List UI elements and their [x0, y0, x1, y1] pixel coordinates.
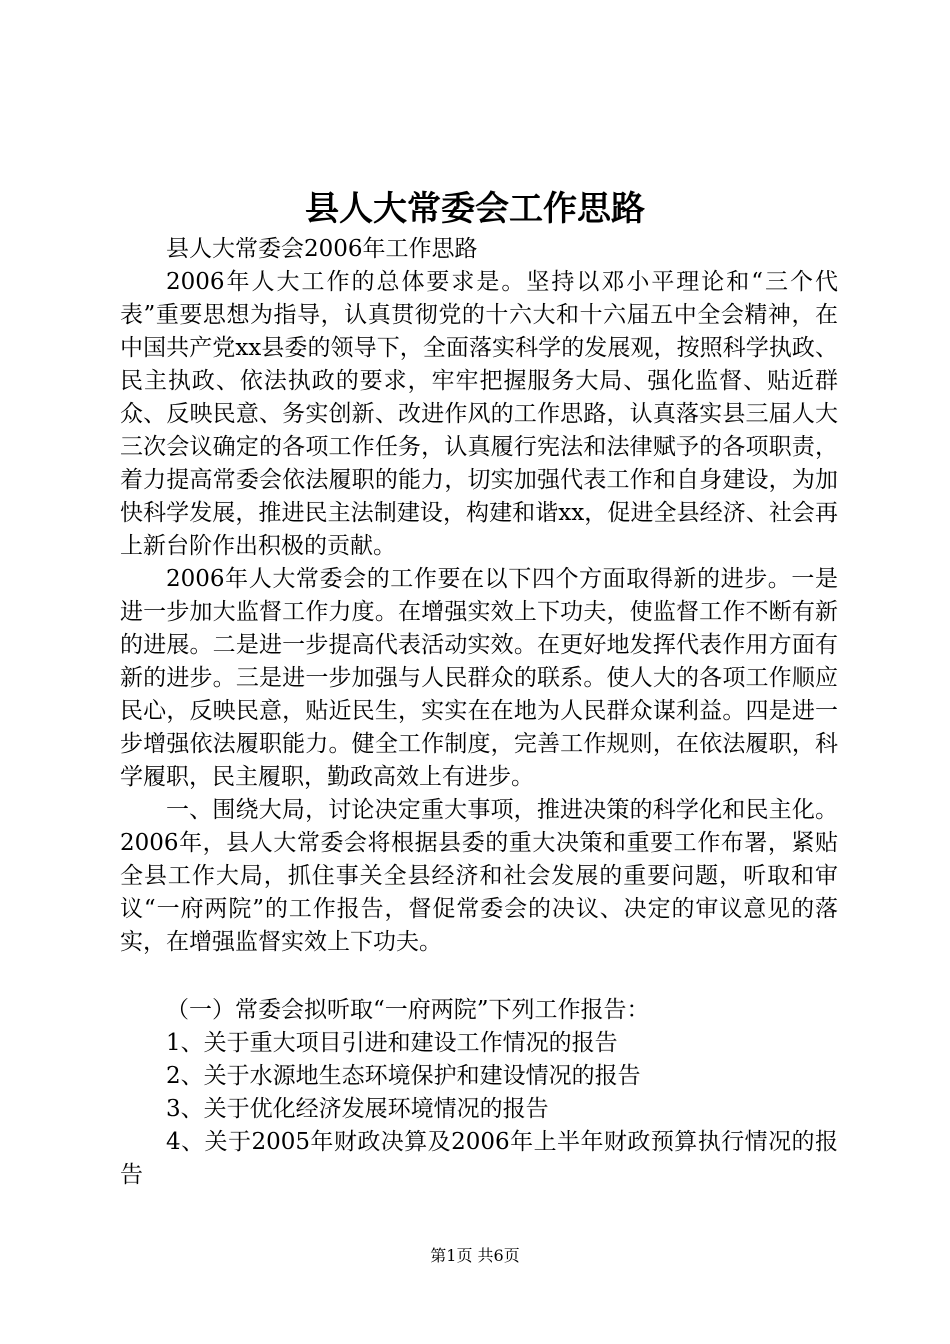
- section-heading: （一）常委会拟听取“一府两院”下列工作报告：: [166, 997, 650, 1023]
- paragraph: 2006年人大工作的总体要求是。坚持以邓小平理论和“三个代表”重要思想为指导，认真贯彻党的十六大和十六届五中全会精神，在中国共产党xx县委的领导下，全面落实科学的发展观，按照科学执政、民主执政、依法执政的要求，牢牢把握服务大局、强化监督、贴近群众、反映民意、务实创新、改进作风的工作思路，认真落实县三届人大三次会议确定的各项工作任务，认真履行宪法和法律赋予的各项职责，着力提高常委会依法履职的能力，切实加强代表工作和自身建设，为加快科学发展，推进民主法制建设，构建和谐xx，促进全县经济、社会再上新台阶作出积极的贡献。: [120, 269, 838, 559]
- list-item: 2、关于水源地生态环境保护和建设情况的报告: [166, 1063, 641, 1089]
- list-item: 1、关于重大项目引进和建设工作情况的报告: [166, 1030, 618, 1056]
- list-item: 3、关于优化经济发展环境情况的报告: [166, 1096, 549, 1122]
- document-subtitle: 县人大常委会2006年工作思路: [166, 236, 478, 262]
- page-footer: 第1页 共6页: [430, 1246, 520, 1265]
- list-item: 4、关于2005年财政决算及2006年上半年财政预算执行情况的报告: [120, 1129, 838, 1188]
- paragraph: 一、围绕大局，讨论决定重大事项，推进决策的科学化和民主化。2006年，县人大常委会将根据县委的重大决策和重要工作布署，紧贴全县工作大局，抓住事关全县经济和社会发展的重要问题，听取和审议“一府两院”的工作报告，督促常委会的决议、决定的审议意见的落实，在增强监督实效上下功夫。: [120, 797, 838, 955]
- document-body: [120, 233, 838, 1192]
- paragraph: 2006年人大常委会的工作要在以下四个方面取得新的进步。一是进一步加大监督工作力度。在增强实效上下功夫，使监督工作不断有新的进展。二是进一步提高代表活动实效。在更好地发挥代表作用方面有新的进步。三是进一步加强与人民群众的联系。使人大的各项工作顺应民心，反映民意，贴近民生，实实在在地为人民群众谋利益。四是进一步增强依法履职能力。健全工作制度，完善工作规则，在依法履职，科学履职，民主履职，勤政高效上有进步。: [120, 566, 838, 790]
- spacer: [120, 959, 838, 994]
- document-title: 县人大常委会工作思路: [305, 189, 645, 229]
